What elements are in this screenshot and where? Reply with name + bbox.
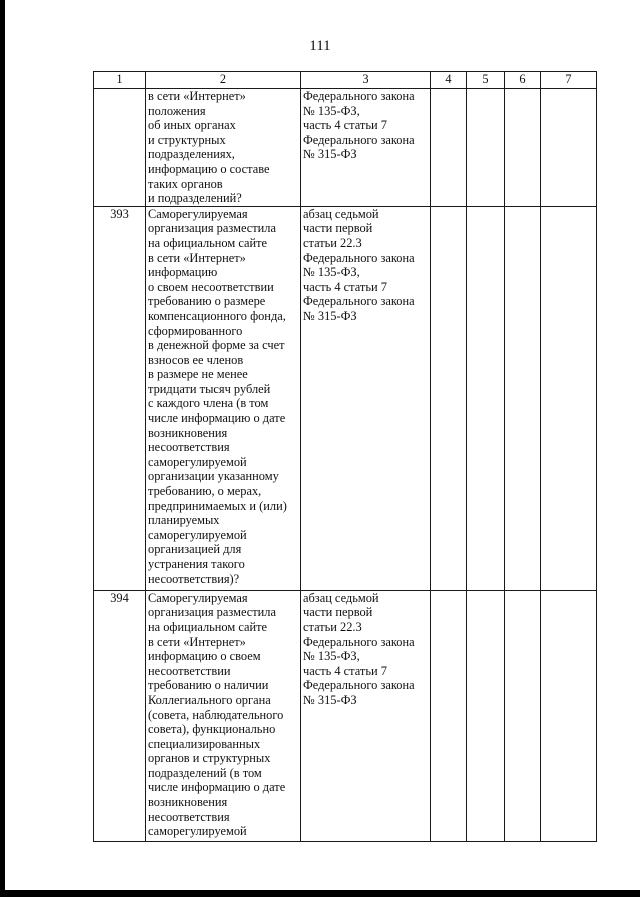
row-number-cell: 394 xyxy=(94,590,146,841)
question-cell: Саморегулируемая организация разместила на официальном сайте в сети «Интернет» информацию о своем несоответствии требованию о наличии Коллегиального органа (совета, наблюдательного совета), функционально специализированных органов и структурных подразделений (в том числе информацию о дате возникновения несоответствия саморегулируемой xyxy=(146,590,301,841)
question-cell: Саморегулируемая организация разместила на официальном сайте в сети «Интернет» информацию о своем несоответствии требованию о размере компенсационного фонда, сформированного в денежной форме за счет взносов ее членов в размере не менее тридцати тысяч рублей с каждого члена (в том числе информацию о дате возникновения несоответствия саморегулируемой организации указанному требованию, о мерах, предпринимаемых и (или) планируемых саморегулируемой организацией для устранения такого несоответствия)? xyxy=(146,206,301,590)
row-number-cell: 393 xyxy=(94,206,146,590)
scan-bottom-border xyxy=(0,890,640,897)
column-header: 5 xyxy=(467,72,505,89)
column-header: 4 xyxy=(431,72,467,89)
answer-cell-6 xyxy=(505,590,541,841)
scan-left-border xyxy=(0,0,5,897)
answer-cell-6 xyxy=(505,206,541,590)
answer-cell-5 xyxy=(467,206,505,590)
answer-cell-7 xyxy=(541,206,597,590)
legal-basis-cell: абзац седьмой части первой статьи 22.3 Федерального закона № 135-ФЗ, часть 4 статьи 7 Федерального закона № 315-ФЗ xyxy=(301,590,431,841)
answer-cell-7 xyxy=(541,590,597,841)
table-row xyxy=(94,206,597,590)
table-row xyxy=(94,89,597,207)
answer-cell-7 xyxy=(541,89,597,207)
question-cell: в сети «Интернет» положения об иных органах и структурных подразделениях, информацию о составе таких органов и подразделений? xyxy=(146,89,301,207)
answer-cell-5 xyxy=(467,89,505,207)
table-row xyxy=(94,590,597,841)
column-header: 1 xyxy=(94,72,146,89)
answer-cell-6 xyxy=(505,89,541,207)
answer-cell-5 xyxy=(467,590,505,841)
column-header: 2 xyxy=(146,72,301,89)
column-header: 6 xyxy=(505,72,541,89)
answer-cell-4 xyxy=(431,590,467,841)
column-header: 3 xyxy=(301,72,431,89)
answer-cell-4 xyxy=(431,89,467,207)
column-header: 7 xyxy=(541,72,597,89)
page-number: 111 xyxy=(309,38,331,54)
legal-basis-cell: абзац седьмой части первой статьи 22.3 Федерального закона № 135-ФЗ, часть 4 статьи 7 Федерального закона № 315-ФЗ xyxy=(301,206,431,590)
row-number-cell xyxy=(94,89,146,207)
questionnaire-table xyxy=(93,71,597,842)
legal-basis-cell: Федерального закона № 135-ФЗ, часть 4 статьи 7 Федерального закона № 315-ФЗ xyxy=(301,89,431,207)
table-header-row xyxy=(94,72,597,89)
answer-cell-4 xyxy=(431,206,467,590)
